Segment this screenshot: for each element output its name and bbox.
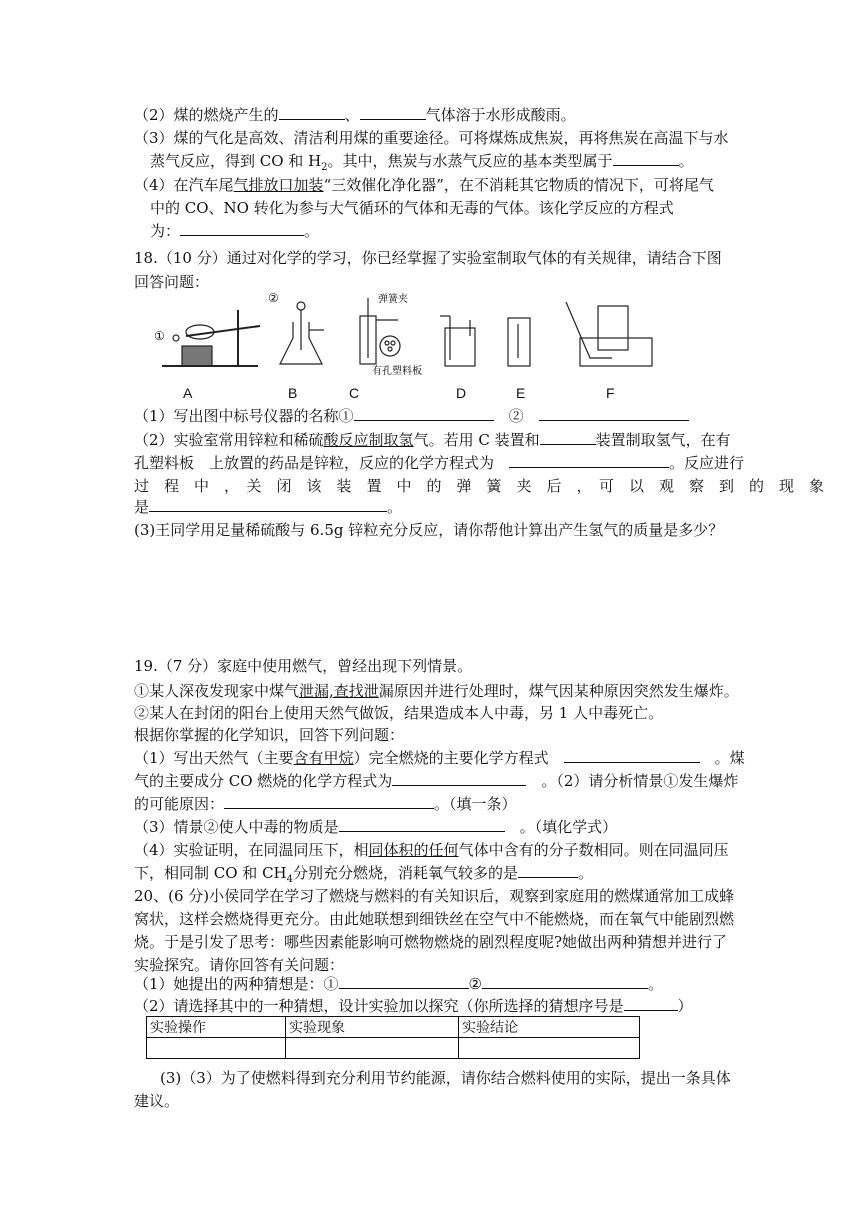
text: 。（填化学式） bbox=[519, 818, 618, 836]
q19-header: 19.（7 分）家庭中使用燃气，曾经出现下列情景。 bbox=[134, 657, 473, 675]
q19-instruction: 根据你掌握的化学知识，回答下列问题： bbox=[134, 726, 405, 744]
text: ）完全燃烧的主要化学方程式 bbox=[353, 749, 549, 767]
underlined-text: 泄漏,查找泄 bbox=[299, 682, 379, 700]
text: 孔塑料板 上放置的药品是锌粒，反应的化学方程式为 bbox=[134, 454, 495, 472]
lab-apparatus-figure bbox=[150, 288, 670, 380]
q18-part2-line1 bbox=[134, 430, 731, 450]
answer-blank[interactable] bbox=[149, 497, 387, 512]
answer-blank[interactable] bbox=[339, 817, 505, 832]
text: （2）实验室常用锌粒和稀硫 bbox=[134, 431, 324, 449]
q18-header-2: 回答问题： bbox=[134, 273, 210, 291]
answer-blank[interactable] bbox=[564, 748, 700, 763]
perforated-plate-label: 有孔塑料板 bbox=[372, 366, 422, 377]
label-1: ① bbox=[154, 329, 165, 343]
text: ② bbox=[508, 407, 524, 425]
q19-part1-line1 bbox=[134, 748, 745, 768]
text: 气。若用 C 装置和 bbox=[413, 431, 540, 449]
q18-part3: (3)王同学用足量稀硫酸与 6.5g 锌粒充分反应，请你帮他计算出产生氢气的质量是多少？ bbox=[134, 521, 724, 539]
text: 蒸气反应，得到 CO 和 H bbox=[150, 152, 322, 170]
answer-blank[interactable] bbox=[392, 771, 526, 786]
q18-part2-line2 bbox=[134, 453, 744, 473]
q18-part1 bbox=[134, 406, 689, 426]
text: 为： bbox=[150, 222, 181, 240]
answer-blank[interactable] bbox=[180, 221, 304, 236]
underlined-text: 气排放口加装 bbox=[233, 176, 324, 194]
apparatus-b-icon bbox=[280, 302, 324, 364]
text: 气体中含有的分子数相同。则在同温同压 bbox=[458, 841, 729, 859]
q18-header: 18.（10 分）通过对化学的学习，你已经掌握了实验室制取气体的有关规律，请结合下图 bbox=[134, 249, 722, 267]
text: 分别充分燃烧，消耗氧气较多的是 bbox=[293, 864, 519, 882]
text: 、 bbox=[344, 106, 360, 124]
answer-blank[interactable] bbox=[224, 794, 434, 809]
q17-part4-line1 bbox=[134, 175, 714, 195]
q17-part4-line2: 中的 CO、NO 转化为参与大气循环的气体和无毒的气体。该化学反应的方程式 bbox=[150, 199, 674, 217]
text: （2）请选择其中的一种猜想，设计实验加以探究（你所选择的猜想序号是 bbox=[134, 997, 624, 1015]
answer-blank[interactable] bbox=[518, 863, 578, 878]
text: 。 bbox=[304, 222, 320, 240]
underlined-text: 含有甲烷 bbox=[293, 749, 354, 767]
table-cell[interactable] bbox=[147, 1038, 286, 1059]
answer-blank[interactable] bbox=[613, 151, 679, 166]
q17-part3-line2 bbox=[150, 151, 694, 178]
answer-blank[interactable] bbox=[509, 453, 669, 468]
apparatus-a-icon bbox=[162, 310, 260, 366]
q17-part4-line3 bbox=[150, 221, 319, 241]
subscript: 2 bbox=[321, 162, 328, 173]
text: 下，相同制 CO 和 CH bbox=[134, 864, 287, 882]
text: 。其中，焦炭与水蒸气反应的基本类型属于 bbox=[327, 152, 613, 170]
text: 。（2）请分析情景①发生爆炸 bbox=[541, 772, 739, 790]
caption-e: E bbox=[516, 385, 526, 401]
answer-blank[interactable] bbox=[360, 105, 426, 120]
text: 。反应进行 bbox=[669, 454, 745, 472]
table-header-cell: 实验现象 bbox=[286, 1017, 459, 1038]
text: 漏原因并进行处理时，煤气因某种原因突然发生爆炸。 bbox=[378, 682, 739, 700]
answer-blank[interactable] bbox=[354, 406, 494, 421]
table-row bbox=[147, 1038, 640, 1059]
q20-line1: 20、(6 分)小侯同学在学习了燃烧与燃料的有关知识后，观察到家庭用的燃煤通常加工成蜂 bbox=[134, 887, 735, 905]
table-header-cell: 实验结论 bbox=[459, 1017, 640, 1038]
q18-part2-line4 bbox=[134, 497, 402, 517]
text: 。（填一条） bbox=[434, 795, 517, 813]
text: 是 bbox=[134, 498, 150, 516]
text: ② bbox=[468, 975, 482, 993]
q17-part3-line1: （3）煤的气化是高效、清洁利用煤的重要途径。可将煤炼成焦炭，再将焦炭在高温下与水 bbox=[134, 129, 729, 147]
text: 。 bbox=[578, 864, 594, 882]
caption-d: D bbox=[456, 385, 467, 401]
text: “三效催化净化器”，在不消耗其它物质的情况下，可将尾气 bbox=[323, 176, 714, 194]
q19-part3 bbox=[134, 817, 617, 837]
q20-line4: 实验探究。请你回答有关问题： bbox=[134, 956, 345, 974]
text: ） bbox=[677, 997, 693, 1015]
caption-f: F bbox=[606, 385, 615, 401]
q19-part1-line3 bbox=[134, 794, 517, 814]
q19-part1-line2 bbox=[134, 771, 738, 791]
answer-blank[interactable] bbox=[339, 974, 469, 989]
q20-part3-line2: 建议。 bbox=[134, 1092, 180, 1110]
text: （4）在汽车尾 bbox=[134, 176, 234, 194]
text: 装置制取氢气，在有 bbox=[595, 431, 731, 449]
table-cell[interactable] bbox=[459, 1038, 640, 1059]
answer-blank[interactable] bbox=[624, 996, 678, 1011]
q19-scenario-1 bbox=[134, 681, 739, 701]
apparatus-f-icon bbox=[566, 302, 652, 366]
q19-scenario-2: ②某人在封闭的阳台上使用天然气做饭，结果造成本人中毒，另 1 人中毒死亡。 bbox=[134, 704, 664, 722]
text: （1）写出天然气（主要 bbox=[134, 749, 294, 767]
spring-clip-label: 弹簧夹 bbox=[378, 294, 408, 305]
text: 气的主要成分 CO 燃烧的化学方程式为 bbox=[134, 772, 393, 790]
text: ①某人深夜发现家中煤气 bbox=[134, 682, 300, 700]
label-2: ② bbox=[268, 291, 279, 305]
text: （3）情景②使人中毒的物质是 bbox=[134, 818, 339, 836]
q18-part2-line3: 过 程 中 ， 关 闭 该 装 置 中 的 弹 簧 夹 后 ， 可 以 观 察 到 的 现 象 bbox=[134, 477, 825, 495]
apparatus-c-icon bbox=[360, 298, 400, 364]
text: （2）煤的燃烧产生的 bbox=[134, 106, 279, 124]
underlined-text: 酸反应制取氢 bbox=[323, 431, 414, 449]
caption-a: A bbox=[183, 385, 193, 401]
q19-part4-line1 bbox=[134, 840, 729, 860]
experiment-table bbox=[146, 1016, 640, 1059]
q20-part1 bbox=[134, 974, 663, 994]
text: 的可能原因： bbox=[134, 795, 225, 813]
table-header-cell: 实验操作 bbox=[147, 1017, 286, 1038]
caption-c: C bbox=[349, 385, 360, 401]
text: （1）写出图中标号仪器的名称① bbox=[134, 407, 354, 425]
underlined-text: 同体积的任何 bbox=[368, 841, 459, 859]
text: （1）她提出的两种猜想是：① bbox=[134, 975, 339, 993]
q20-part2 bbox=[134, 996, 693, 1016]
text: 。 bbox=[678, 152, 694, 170]
answer-blank[interactable] bbox=[539, 406, 689, 421]
answer-blank[interactable] bbox=[540, 430, 596, 445]
q17-part2 bbox=[134, 105, 576, 125]
subscript: 4 bbox=[286, 874, 294, 885]
answer-blank[interactable] bbox=[482, 974, 648, 989]
text: （4）实验证明，在同温同压下，相 bbox=[134, 841, 369, 859]
apparatus-e-icon bbox=[508, 318, 530, 366]
table-header-row bbox=[147, 1017, 640, 1038]
text: 气体溶于水形成酸雨。 bbox=[425, 106, 576, 124]
caption-b: B bbox=[288, 385, 298, 401]
q20-line3: 烧。于是引发了思考：哪些因素能影响可燃物燃烧的剧烈程度呢?她做出两种猜想并进行了 bbox=[134, 933, 728, 951]
answer-blank[interactable] bbox=[279, 105, 345, 120]
q20-part3-line1: (3)（3）为了使燃料得到充分利用节约能源，请你结合燃料使用的实际，提出一条具体 bbox=[160, 1069, 731, 1087]
text: 。 bbox=[387, 498, 403, 516]
table-cell[interactable] bbox=[286, 1038, 459, 1059]
apparatus-d-icon bbox=[440, 316, 475, 366]
text: 。煤 bbox=[714, 749, 745, 767]
text: 。 bbox=[648, 975, 664, 993]
q20-line2: 窝状，这样会燃烧得更充分。由此她联想到细铁丝在空气中不能燃烧，而在氧气中能剧烈燃 bbox=[134, 910, 735, 928]
